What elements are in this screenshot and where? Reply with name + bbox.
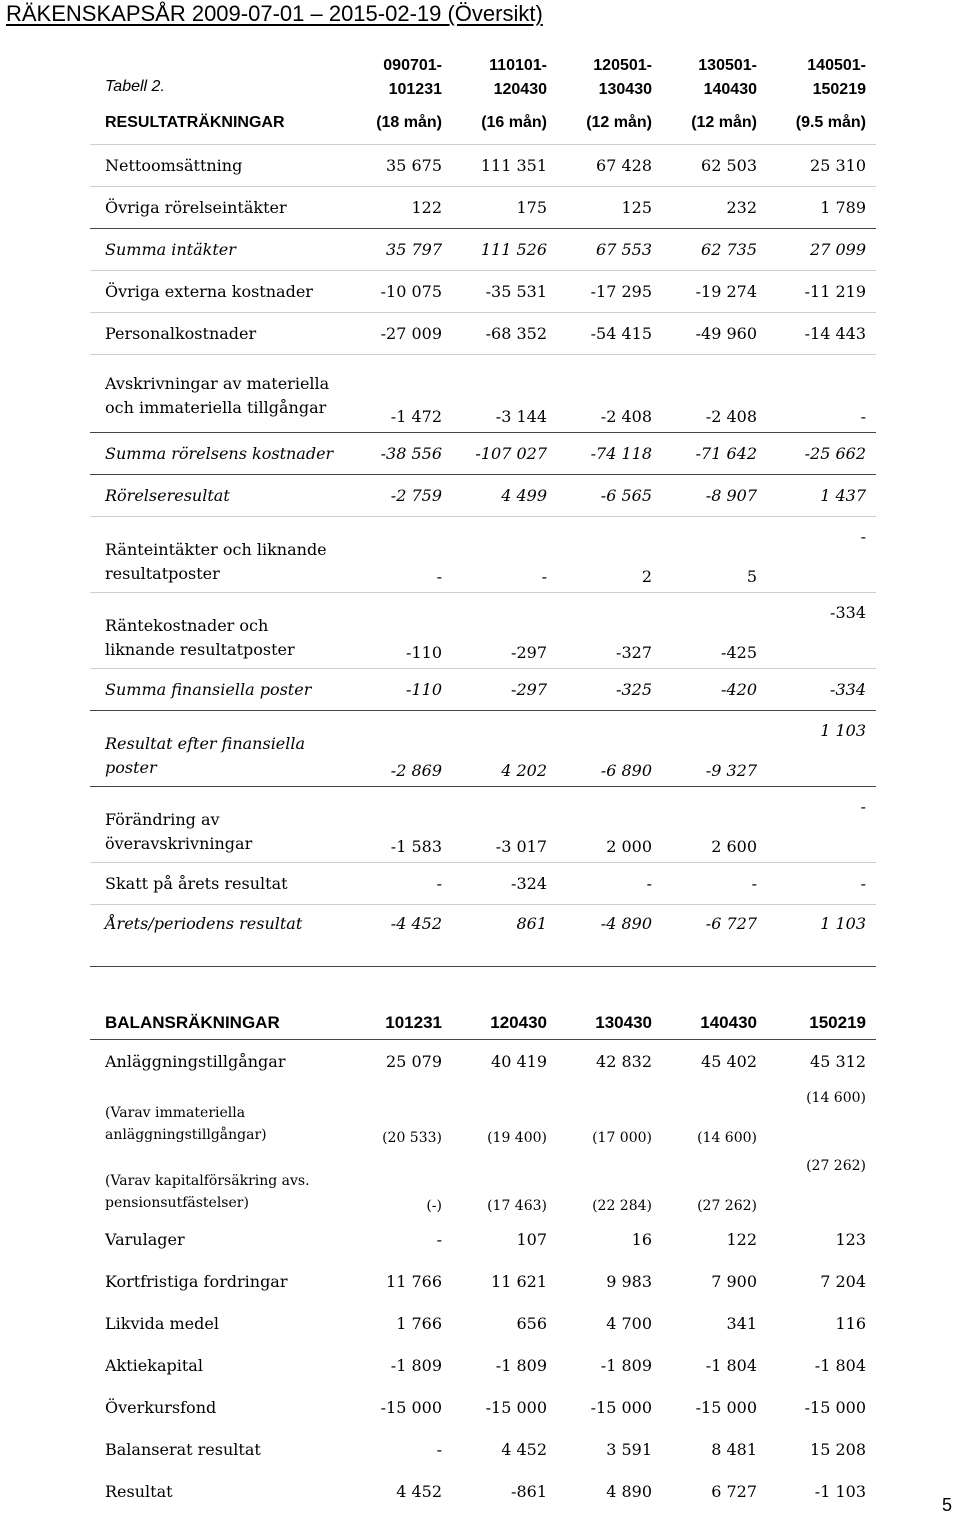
value-cell: 125 <box>557 187 662 229</box>
value-cell: -74 118 <box>557 433 662 475</box>
table-row <box>90 1082 876 1150</box>
table-row <box>90 711 876 787</box>
balance-date: 120430 <box>452 981 557 1040</box>
value-cell: 45 402 <box>701 1051 757 1071</box>
table-row <box>90 475 876 517</box>
value-cell: -334 <box>767 593 876 669</box>
value-cell: 6 727 <box>711 1481 757 1501</box>
value-cell: 175 <box>452 187 557 229</box>
row-label: Nettoomsättning <box>90 145 350 187</box>
period-start: 120501- <box>593 57 652 74</box>
value-cell: (-) <box>426 1198 442 1214</box>
row-label-line1: Resultat efter finansiella <box>105 734 306 753</box>
table-row <box>90 1302 876 1344</box>
table-row <box>90 433 876 475</box>
row-label: Överkursfond <box>105 1397 217 1417</box>
table-row <box>90 863 876 905</box>
value-cell: - <box>350 517 452 593</box>
period-months: (12 mån) <box>691 114 757 131</box>
value-cell: -6 727 <box>662 905 767 967</box>
value-cell: -2 759 <box>350 475 452 517</box>
value-cell: 8 481 <box>711 1439 757 1459</box>
months-row <box>90 102 876 145</box>
value-cell: 122 <box>350 187 452 229</box>
period-end: 140430 <box>703 81 757 98</box>
value-cell: -54 415 <box>557 313 662 355</box>
value-cell: -2 408 <box>557 355 662 433</box>
value-cell: 4 452 <box>501 1439 547 1459</box>
value-cell: 7 900 <box>711 1271 757 1291</box>
value-cell: -8 907 <box>662 475 767 517</box>
balance-date: 101231 <box>350 981 452 1040</box>
period-header <box>767 40 876 102</box>
row-label: Kortfristiga fordringar <box>105 1271 288 1291</box>
period-end: 101231 <box>388 81 442 98</box>
section-spacer <box>90 967 876 982</box>
value-cell: 3 591 <box>606 1439 652 1459</box>
value-cell: 4 452 <box>396 1481 442 1501</box>
row-label: Anläggningstillgångar <box>105 1051 286 1071</box>
value-cell: -15 000 <box>380 1397 442 1417</box>
value-cell: -325 <box>557 669 662 711</box>
value-cell: 4 700 <box>606 1313 652 1333</box>
value-cell: -25 662 <box>767 433 876 475</box>
value-cell: -2 869 <box>350 711 452 787</box>
value-cell: 25 310 <box>767 145 876 187</box>
value-cell: (17 000) <box>592 1130 652 1146</box>
value-cell: - <box>436 1439 442 1459</box>
row-label-line2: poster <box>105 758 157 777</box>
value-cell: - <box>452 517 557 593</box>
value-cell: -38 556 <box>350 433 452 475</box>
table-row <box>90 1428 876 1470</box>
value-cell: 1 437 <box>767 475 876 517</box>
value-cell: -15 000 <box>695 1397 757 1417</box>
row-label-line2: och immateriella tillgångar <box>105 398 327 417</box>
value-cell: -107 027 <box>452 433 557 475</box>
value-cell: -17 295 <box>557 271 662 313</box>
row-label <box>90 1150 350 1218</box>
value-cell: 7 204 <box>820 1271 866 1291</box>
balance-date: 130430 <box>557 981 662 1040</box>
value-cell: 1 103 <box>767 905 876 967</box>
table-row <box>90 271 876 313</box>
value-cell: -35 531 <box>452 271 557 313</box>
value-cell: -297 <box>452 593 557 669</box>
value-cell: (27 262) <box>806 1158 866 1174</box>
value-cell: 107 <box>516 1229 547 1249</box>
period-header-row <box>90 40 876 102</box>
spacer-cell <box>90 967 876 982</box>
table-row <box>90 1470 876 1512</box>
row-label <box>90 1082 350 1150</box>
value-cell: -10 075 <box>350 271 452 313</box>
value-cell: (14 600) <box>697 1130 757 1146</box>
table-row <box>90 1040 876 1083</box>
row-label <box>90 593 350 669</box>
table-row <box>90 187 876 229</box>
value-cell: (27 262) <box>697 1198 757 1214</box>
value-cell: 62 503 <box>662 145 767 187</box>
value-cell: 67 428 <box>557 145 662 187</box>
table-row <box>90 787 876 863</box>
value-cell: - <box>662 863 767 905</box>
value-cell: -15 000 <box>804 1397 866 1417</box>
table-row <box>90 593 876 669</box>
value-cell: -6 890 <box>557 711 662 787</box>
value-cell: 232 <box>662 187 767 229</box>
value-cell: -110 <box>350 669 452 711</box>
row-label-line2: liknande resultatposter <box>105 640 295 659</box>
row-label: Övriga externa kostnader <box>90 271 350 313</box>
row-label: Skatt på årets resultat <box>90 863 350 905</box>
value-cell: (19 400) <box>487 1130 547 1146</box>
period-start: 090701- <box>383 57 442 74</box>
table-row <box>90 1386 876 1428</box>
row-label: Övriga rörelseintäkter <box>90 187 350 229</box>
row-label: Personalkostnader <box>90 313 350 355</box>
value-cell: -1 809 <box>390 1355 442 1375</box>
value-cell: 11 621 <box>491 1271 547 1291</box>
value-cell: 1 766 <box>396 1313 442 1333</box>
table-row <box>90 517 876 593</box>
value-cell: -1 103 <box>814 1481 866 1501</box>
value-cell: (22 284) <box>592 1198 652 1214</box>
row-label-line1: Räntekostnader och <box>105 616 269 635</box>
row-label <box>90 355 350 433</box>
value-cell: 42 832 <box>596 1051 652 1071</box>
value-cell: -324 <box>452 863 557 905</box>
period-header <box>557 40 662 102</box>
row-label-line2: anläggningstillgångar) <box>105 1127 267 1143</box>
value-cell: 116 <box>835 1313 866 1333</box>
value-cell: -327 <box>557 593 662 669</box>
value-cell: -334 <box>767 669 876 711</box>
table-row <box>90 1260 876 1302</box>
page-title: RÄKENSKAPSÅR 2009-07-01 – 2015-02-19 (Översikt) <box>6 1 543 26</box>
period-header <box>350 40 452 102</box>
value-cell: (14 600) <box>806 1090 866 1106</box>
balance-header-row <box>90 981 876 1040</box>
value-cell: 111 526 <box>452 229 557 271</box>
row-label <box>90 517 350 593</box>
period-header <box>452 40 557 102</box>
period-months: (9.5 mån) <box>795 114 866 131</box>
value-cell: 122 <box>726 1229 757 1249</box>
income-statement-heading: RESULTATRÄKNINGAR <box>105 114 285 131</box>
value-cell: -1 472 <box>350 355 452 433</box>
value-cell: -19 274 <box>662 271 767 313</box>
value-cell: 2 <box>557 517 662 593</box>
row-label-line1: Avskrivningar av materiella <box>105 374 330 393</box>
period-end: 130430 <box>598 81 652 98</box>
period-start: 140501- <box>807 57 866 74</box>
value-cell: 40 419 <box>491 1051 547 1071</box>
value-cell: -110 <box>350 593 452 669</box>
value-cell: 1 103 <box>767 711 876 787</box>
value-cell: -11 219 <box>767 271 876 313</box>
period-end: 120430 <box>493 81 547 98</box>
period-end: 150219 <box>812 81 866 98</box>
table-row <box>90 905 876 967</box>
table-row <box>90 229 876 271</box>
period-start: 110101- <box>489 57 547 74</box>
value-cell: 35 675 <box>350 145 452 187</box>
value-cell: 656 <box>516 1313 547 1333</box>
value-cell: -14 443 <box>767 313 876 355</box>
value-cell: 45 312 <box>810 1051 866 1071</box>
period-header <box>662 40 767 102</box>
balance-date: 150219 <box>767 981 876 1040</box>
value-cell: -3 017 <box>452 787 557 863</box>
balance-sheet-heading: BALANSRÄKNINGAR <box>90 981 350 1040</box>
table-label: Tabell 2. <box>105 78 165 95</box>
value-cell: 341 <box>726 1313 757 1333</box>
value-cell: 15 208 <box>810 1439 866 1459</box>
table-row <box>90 355 876 433</box>
row-label: Rörelseresultat <box>90 475 350 517</box>
value-cell: -9 327 <box>662 711 767 787</box>
row-label <box>90 711 350 787</box>
value-cell: -49 960 <box>662 313 767 355</box>
value-cell: 27 099 <box>767 229 876 271</box>
value-cell: (20 533) <box>382 1130 442 1146</box>
value-cell: 4 499 <box>452 475 557 517</box>
row-label: Summa rörelsens kostnader <box>90 433 350 475</box>
row-label-line1: (Varav immateriella <box>105 1105 246 1121</box>
value-cell: -2 408 <box>662 355 767 433</box>
row-label: Resultat <box>105 1481 173 1501</box>
value-cell: -71 642 <box>662 433 767 475</box>
row-label-line1: (Varav kapitalförsäkring avs. <box>105 1173 310 1189</box>
value-cell: 861 <box>452 905 557 967</box>
row-label <box>90 787 350 863</box>
value-cell: -420 <box>662 669 767 711</box>
value-cell: 67 553 <box>557 229 662 271</box>
table-row <box>90 1344 876 1386</box>
row-label: Aktiekapital <box>105 1355 203 1375</box>
value-cell: - <box>436 1229 442 1249</box>
balance-date: 140430 <box>662 981 767 1040</box>
value-cell: -4 890 <box>557 905 662 967</box>
row-label: Summa intäkter <box>90 229 350 271</box>
value-cell: 9 983 <box>606 1271 652 1291</box>
value-cell: 4 890 <box>606 1481 652 1501</box>
value-cell: -1 583 <box>350 787 452 863</box>
table-row <box>90 313 876 355</box>
table-row <box>90 1150 876 1218</box>
value-cell: -1 809 <box>600 1355 652 1375</box>
value-cell: 1 789 <box>767 187 876 229</box>
value-cell: 5 <box>662 517 767 593</box>
row-label: Varulager <box>105 1229 185 1249</box>
value-cell: - <box>767 787 876 863</box>
value-cell: 35 797 <box>350 229 452 271</box>
value-cell: 2 600 <box>662 787 767 863</box>
value-cell: 2 000 <box>557 787 662 863</box>
value-cell: -27 009 <box>350 313 452 355</box>
value-cell: -68 352 <box>452 313 557 355</box>
row-label: Årets/periodens resultat <box>90 905 350 967</box>
value-cell: -15 000 <box>485 1397 547 1417</box>
row-label: Summa finansiella poster <box>90 669 350 711</box>
value-cell: (17 463) <box>487 1198 547 1214</box>
row-label-line2: pensionsutfästelser) <box>105 1195 249 1211</box>
value-cell: -861 <box>511 1481 547 1501</box>
financial-overview-table <box>90 40 876 1512</box>
period-months: (12 mån) <box>586 114 652 131</box>
value-cell: - <box>350 863 452 905</box>
value-cell: 62 735 <box>662 229 767 271</box>
value-cell: 4 202 <box>452 711 557 787</box>
value-cell: -1 804 <box>705 1355 757 1375</box>
row-label-line1: Ränteintäkter och liknande <box>105 540 327 559</box>
period-start: 130501- <box>698 57 757 74</box>
value-cell: -15 000 <box>590 1397 652 1417</box>
table-row <box>90 145 876 187</box>
table-row <box>90 1218 876 1260</box>
row-label: Balanserat resultat <box>105 1439 261 1459</box>
value-cell: 11 766 <box>386 1271 442 1291</box>
row-label: Likvida medel <box>105 1313 219 1333</box>
table-row <box>90 669 876 711</box>
value-cell: - <box>557 863 662 905</box>
row-label-line2: resultatposter <box>105 564 220 583</box>
value-cell: - <box>767 863 876 905</box>
value-cell: - <box>767 517 876 593</box>
row-label-line2: överavskrivningar <box>105 834 253 853</box>
value-cell: -6 565 <box>557 475 662 517</box>
value-cell: 111 351 <box>452 145 557 187</box>
value-cell: -1 809 <box>495 1355 547 1375</box>
value-cell: -297 <box>452 669 557 711</box>
row-label-line1: Förändring av <box>105 810 220 829</box>
page-number: 5 <box>941 1495 952 1515</box>
value-cell: -4 452 <box>350 905 452 967</box>
value-cell: 123 <box>835 1229 866 1249</box>
value-cell: - <box>767 355 876 433</box>
value-cell: -3 144 <box>452 355 557 433</box>
period-months: (16 mån) <box>481 114 547 131</box>
period-months: (18 mån) <box>376 114 442 131</box>
value-cell: 16 <box>631 1229 652 1249</box>
value-cell: -425 <box>662 593 767 669</box>
value-cell: -1 804 <box>814 1355 866 1375</box>
value-cell: 25 079 <box>386 1051 442 1071</box>
